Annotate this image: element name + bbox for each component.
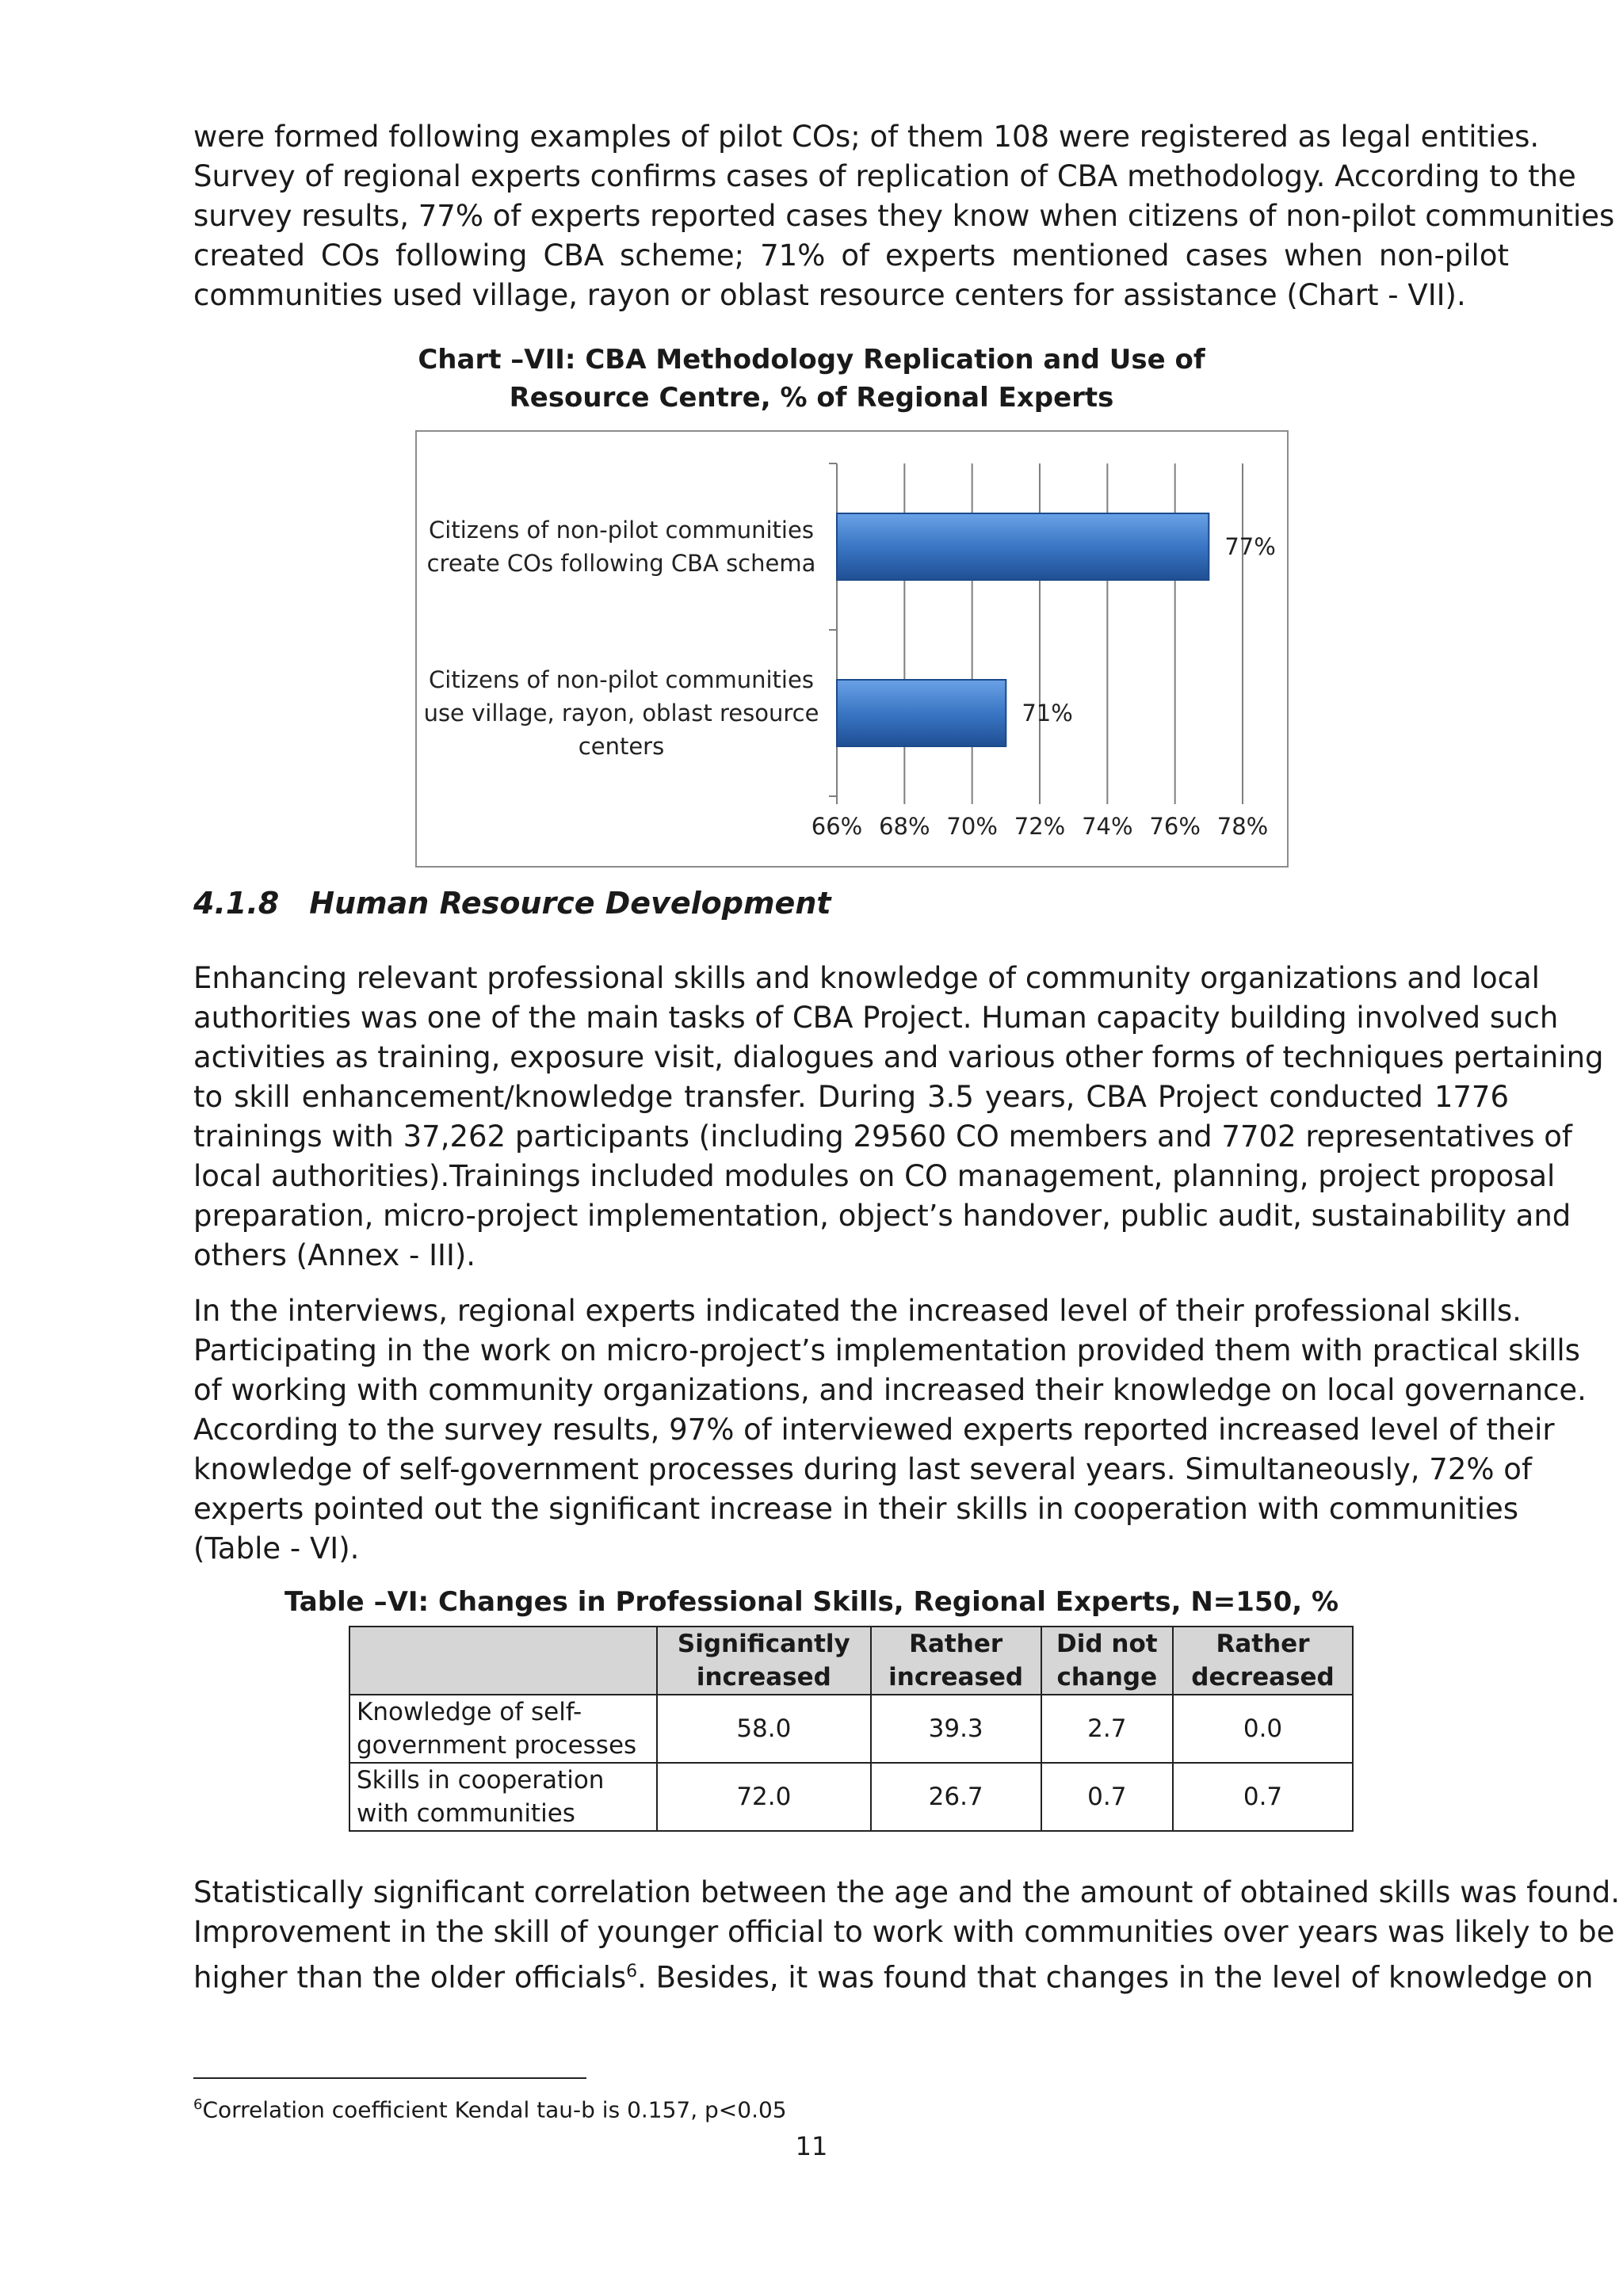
paragraph-4 <box>193 1873 1620 1997</box>
text-fragment: higher than the older officials <box>193 1960 627 1995</box>
table-cell: 58.0 <box>657 1695 871 1763</box>
header-text: Rather <box>909 1630 1003 1658</box>
paragraph-3 <box>193 1291 1587 1569</box>
table-cell: 0.7 <box>1173 1763 1353 1831</box>
bar <box>837 680 1006 746</box>
table-cell: 39.3 <box>871 1695 1041 1763</box>
table-row <box>349 1695 1353 1763</box>
category-label: centers <box>578 733 665 760</box>
table-caption: Table –VI: Changes in Professional Skills, Regional Experts, N=150, % <box>284 1586 1339 1618</box>
text-line: According to the survey results, 97% of interviewed experts reported increased level of their <box>193 1413 1555 1447</box>
text-line: experts pointed out the significant increase in their skills in cooperation with communities <box>193 1492 1519 1526</box>
text-line: Participating in the work on micro-project’s implementation provided them with practical skills <box>193 1333 1580 1367</box>
text-line: others (Annex - III). <box>193 1238 476 1272</box>
table-header-row <box>349 1627 1353 1695</box>
table-row <box>349 1763 1353 1831</box>
text-line: knowledge of self-government processes during last several years. Simultaneously, 72% of <box>193 1452 1532 1486</box>
skills-table <box>349 1626 1354 1832</box>
header-text: Rather <box>1216 1630 1310 1658</box>
paragraph-1 <box>193 117 1615 315</box>
text-fragment: . Besides, it was found that changes in the level of knowledge on <box>637 1960 1594 1995</box>
table-cell: 2.7 <box>1041 1695 1173 1763</box>
x-tick-label: 78% <box>1216 813 1269 840</box>
text-line: survey results, 77% of experts reported cases they know when citizens of non-pilot communities <box>193 199 1615 233</box>
bar-chart <box>417 432 1287 866</box>
text-line: activities as training, exposure visit, dialogues and various other forms of techniques pertaining <box>193 1040 1604 1074</box>
header-text: increased <box>696 1663 831 1691</box>
text-line: (Table - VI). <box>193 1531 360 1566</box>
category-label: Citizens of non-pilot communities <box>429 666 814 693</box>
header-text: change <box>1056 1663 1158 1691</box>
table-cell: 0.0 <box>1173 1695 1353 1763</box>
text-line: Survey of regional experts confirms cases of replication of CBA methodology. According to the <box>193 159 1576 193</box>
text-line: communities used village, rayon or oblast resource centers for assistance (Chart - VII). <box>193 278 1466 312</box>
text-line: Improvement in the skill of younger official to work with communities over years was likely to be <box>193 1915 1615 1949</box>
text-line: were formed following examples of pilot COs; of them 108 were registered as legal entities. <box>193 120 1540 154</box>
text-line: Enhancing relevant professional skills and knowledge of community organizations and local <box>193 961 1540 995</box>
data-label: 77% <box>1224 533 1276 560</box>
x-tick-label: 72% <box>1014 813 1066 840</box>
table-cell: 26.7 <box>871 1763 1041 1831</box>
text-line: created COs following CBA scheme; 71% of experts mentioned cases when non-pilot <box>193 238 1509 273</box>
footnote-marker: 6 <box>193 2096 203 2113</box>
header-text: increased <box>888 1663 1024 1691</box>
header-text: decreased <box>1191 1663 1335 1691</box>
header-text: Did not <box>1056 1630 1158 1658</box>
bar <box>837 513 1209 580</box>
table-cell: 72.0 <box>657 1763 871 1831</box>
x-tick-label: 66% <box>811 813 863 840</box>
row-label <box>349 1695 657 1763</box>
category-label: create COs following CBA schema <box>426 550 816 577</box>
x-tick-label: 68% <box>879 813 930 840</box>
text-line: In the interviews, regional experts indicated the increased level of their professional skills. <box>193 1294 1522 1328</box>
x-tick-label: 70% <box>946 813 998 840</box>
header-text: Significantly <box>677 1630 850 1658</box>
page-number: 11 <box>795 2131 828 2161</box>
column-header <box>1173 1627 1353 1695</box>
column-header <box>871 1627 1041 1695</box>
text-line: trainings with 37,262 participants (including 29560 CO members and 7702 representatives of <box>193 1119 1572 1154</box>
paragraph-2 <box>193 959 1604 1276</box>
section-heading: 4.1.8 Human Resource Development <box>193 886 831 921</box>
footnote <box>193 2096 787 2122</box>
chart-caption <box>0 341 1623 417</box>
footnote-divider <box>193 2077 586 2079</box>
table-cell: 0.7 <box>1041 1763 1173 1831</box>
category-label: Citizens of non-pilot communities <box>429 517 814 543</box>
category-label: use village, rayon, oblast resource <box>423 700 819 727</box>
row-label-text: with communities <box>357 1799 575 1828</box>
row-label <box>349 1763 657 1831</box>
text-line: authorities was one of the main tasks of CBA Project. Human capacity building involved such <box>193 1001 1559 1035</box>
column-header <box>1041 1627 1173 1695</box>
text-line: to skill enhancement/knowledge transfer. During 3.5 years, CBA Project conducted 1776 <box>193 1080 1509 1114</box>
x-tick-label: 74% <box>1082 813 1133 840</box>
footnote-ref[interactable]: 6 <box>626 1962 638 1981</box>
footnote-text: Correlation coefficient Kendal tau-b is 0.157, p<0.05 <box>202 2096 787 2123</box>
row-label-text: Skills in cooperation <box>357 1766 605 1794</box>
table-corner-cell <box>349 1627 657 1695</box>
chart-caption-line: Resource Centre, % of Regional Experts <box>509 382 1114 414</box>
text-line: Statistically significant correlation between the age and the amount of obtained skills was found. <box>193 1875 1620 1909</box>
data-label: 71% <box>1022 700 1073 727</box>
text-line <box>193 1952 1594 1997</box>
chart-frame <box>415 430 1289 868</box>
x-tick-label: 76% <box>1149 813 1201 840</box>
text-line: local authorities).Trainings included modules on CO management, planning, project proposal <box>193 1159 1556 1193</box>
row-label-text: government processes <box>357 1731 637 1760</box>
chart-caption-line: Chart –VII: CBA Methodology Replication and Use of <box>418 344 1205 376</box>
row-label-text: Knowledge of self- <box>357 1698 582 1726</box>
text-line: preparation, micro-project implementation, object’s handover, public audit, sustainability and <box>193 1199 1571 1233</box>
text-line: of working with community organizations, and increased their knowledge on local governance. <box>193 1373 1587 1407</box>
column-header <box>657 1627 871 1695</box>
